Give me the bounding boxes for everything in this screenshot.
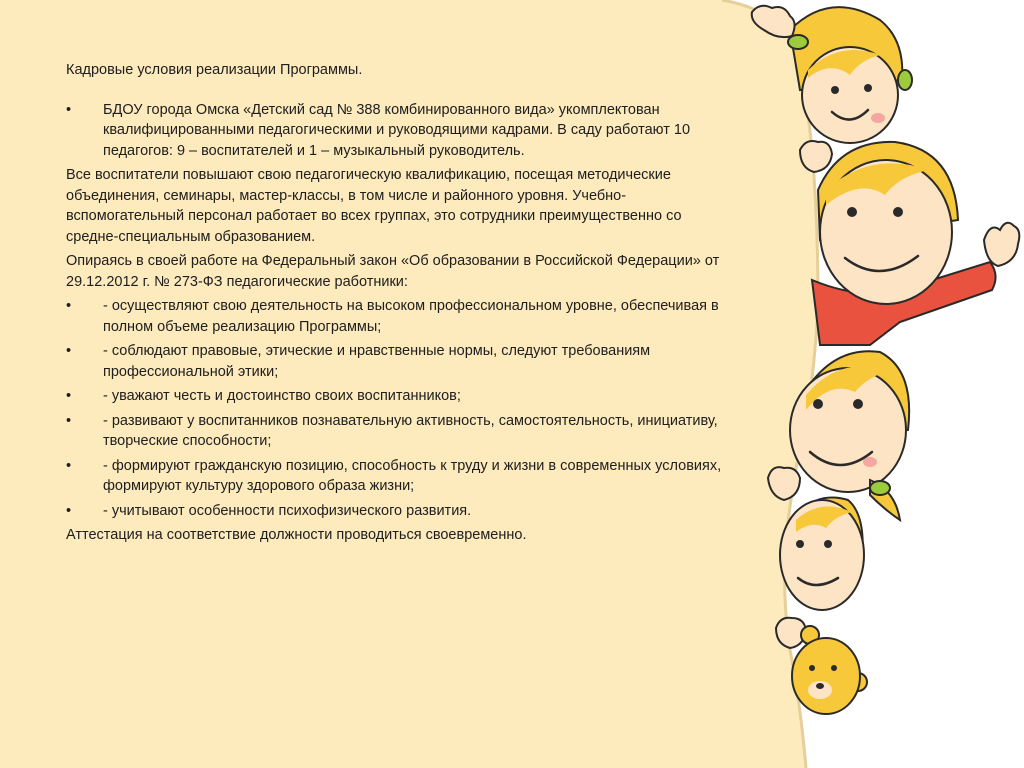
content-area — [66, 60, 736, 550]
eye-1b — [864, 84, 872, 92]
eye-4a — [796, 540, 804, 548]
bullet-marker: • — [66, 412, 72, 429]
duty-item — [66, 386, 736, 407]
hair-tie-3 — [870, 481, 890, 495]
duties-list — [66, 296, 736, 521]
bullet-marker: • — [66, 343, 72, 359]
bullet-marker: • — [66, 388, 72, 404]
closing-text: Аттестация на соответствие должности проводиться своевременно. — [66, 527, 527, 543]
intro-bullet-text: БДОУ города Омска «Детский сад № 388 комбинированного вида» укомплектован квалифицированными педагогическими и руководящими кадрами. В саду работают 10 педагогов: 9 – воспитателей и 1 – музыкальный руководитель. — [103, 101, 691, 159]
duty-item — [66, 501, 736, 522]
duty-text: - учитывают особенности психофизического развития. — [103, 502, 472, 519]
duty-text: - осуществляют свою деятельность на высоком профессиональном уровне, обеспечивая в полном объеме реализацию Программы; — [103, 298, 719, 335]
duty-item — [66, 411, 736, 452]
bullet-marker: • — [66, 457, 72, 474]
paragraph-federal-law: Опираясь в своей работе на Федеральный закон «Об образовании в Российской Федерации» от 29.12.2012 г. № 273-ФЗ педагогические работники: — [66, 253, 720, 290]
paragraph-qualification: Все воспитатели повышают свою педагогическую квалификацию, посещая методические объединения, семинары, мастер-классы, в том числе и районного уровня. Учебно-вспомогательный персонал работает во всех группах, это сотрудники преимущественно со средне-специальным образованием. — [66, 167, 682, 245]
bear-eye-b — [831, 665, 837, 671]
bear-head — [792, 638, 860, 714]
duty-text: - соблюдают правовые, этические и нравственные нормы, следуют требованиям профессиональной этики; — [103, 343, 651, 380]
eye-1a — [831, 86, 839, 94]
slide-title: Кадровые условия реализации Программы. — [66, 62, 363, 78]
bear-nose — [816, 683, 824, 689]
eye-2a — [847, 207, 857, 217]
duty-item — [66, 341, 736, 382]
cheek-3 — [863, 457, 877, 467]
duty-item — [66, 296, 736, 337]
duty-item — [66, 456, 736, 497]
bullet-marker: • — [66, 502, 72, 519]
duty-text: - уважают честь и достоинство своих воспитанников; — [103, 388, 461, 404]
bullet-marker: • — [66, 298, 72, 314]
eye-3b — [853, 399, 863, 409]
hair-tie-2 — [898, 70, 912, 90]
duty-text: - развивают у воспитанников познавательную активность, самостоятельность, инициативу, творческие способности; — [103, 412, 718, 449]
cheek-1 — [871, 113, 885, 123]
eye-4b — [824, 540, 832, 548]
bear-eye-a — [809, 665, 815, 671]
duty-text: - формируют гражданскую позицию, способность к труду и жизни в современных условиях, формируют культуру здорового образа жизни; — [103, 457, 722, 494]
eye-3a — [813, 399, 823, 409]
eye-2b — [893, 207, 903, 217]
intro-bullet — [66, 100, 736, 162]
bullet-marker: • — [66, 101, 72, 118]
